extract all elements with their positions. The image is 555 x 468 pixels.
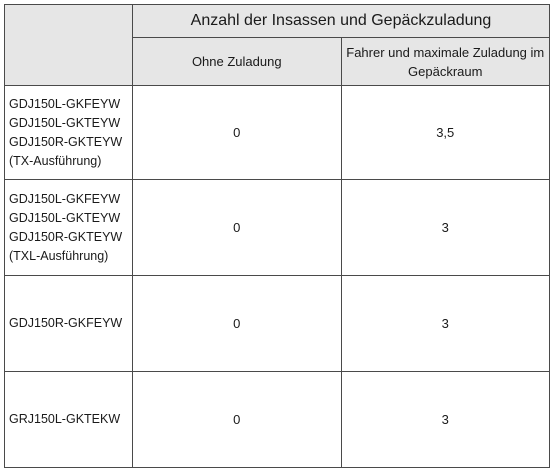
max-load-value: 3 [341,180,550,276]
model-code: GDJ150R-GKTEYW [9,134,123,149]
load-table [4,4,550,468]
model-code: GDJ150L-GKTEYW [9,210,121,225]
max-load-value: 3 [341,276,550,372]
header-corner-cell [5,5,133,86]
model-cell [5,372,133,468]
table-title: Anzahl der Insassen und Gepäckzuladung [133,5,550,38]
model-cell [5,180,133,276]
max-load-value: 3 [341,372,550,468]
no-load-value: 0 [133,372,342,468]
model-code: GDJ150L-GKFEYW [9,96,121,111]
column-header-max-load: Fahrer und maximale Zuladung im Gepäckraum [341,38,550,86]
table-row [5,372,550,468]
no-load-value: 0 [133,276,342,372]
model-cell [5,276,133,372]
max-load-value: 3,5 [341,86,550,180]
table-row [5,180,550,276]
model-code: GDJ150R-GKTEYW [9,229,123,244]
model-code: GDJ150L-GKTEYW [9,115,121,130]
model-variant: (TXL-Ausführung) [9,248,109,263]
header-row-main [5,5,550,38]
no-load-value: 0 [133,86,342,180]
table-row [5,276,550,372]
table-row [5,86,550,180]
model-code: GDJ150L-GKFEYW [9,191,121,206]
column-header-no-load: Ohne Zuladung [133,38,342,86]
model-code: GRJ150L-GKTEKW [9,412,121,426]
model-variant: (TX-Ausführung) [9,153,102,168]
model-cell [5,86,133,180]
model-code: GDJ150R-GKFEYW [9,316,123,330]
no-load-value: 0 [133,180,342,276]
